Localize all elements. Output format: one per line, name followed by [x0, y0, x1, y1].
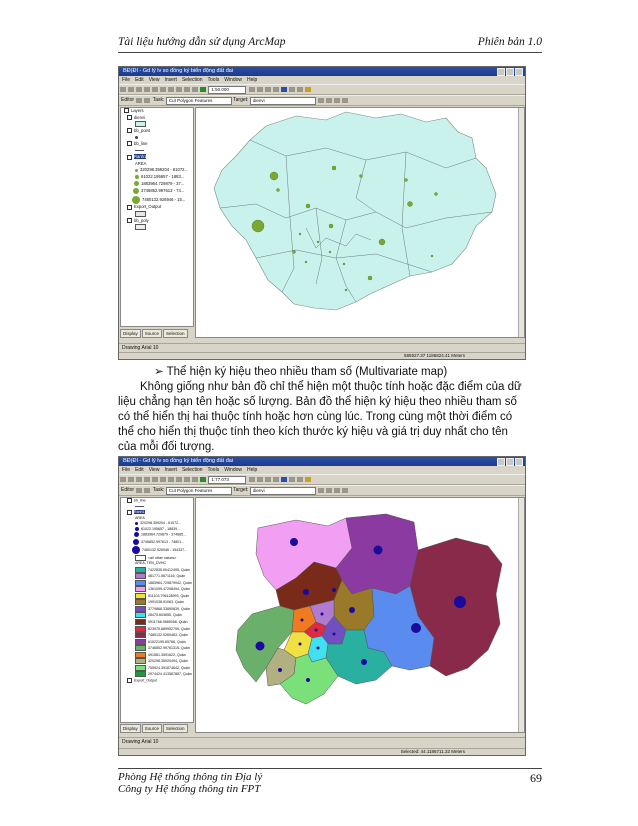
- paste-icon[interactable]: [168, 477, 174, 482]
- toc-value-label: 7422835.60412495, Quận: [148, 567, 190, 572]
- toc-class: 1883964.729879 - 37...: [121, 181, 193, 188]
- size-symbol: [252, 220, 264, 232]
- toc-value-label: 320298.35920494, Quận: [148, 659, 188, 664]
- arcmap-window-2: [118, 456, 526, 756]
- size-symbol: [349, 607, 355, 613]
- print-icon[interactable]: [144, 87, 150, 92]
- checkbox-icon[interactable]: [127, 205, 132, 210]
- menu-window[interactable]: Window: [224, 77, 243, 83]
- target-label: Target:: [233, 97, 249, 103]
- toc-layer[interactable]: bb_point: [121, 128, 193, 135]
- menu-help[interactable]: Help: [247, 467, 258, 473]
- tab-selection[interactable]: Selection: [163, 724, 188, 733]
- toc-layer[interactable]: bb_line: [121, 141, 193, 148]
- task-select[interactable]: Cut Polygon Features: [166, 487, 232, 495]
- size-symbol: [293, 251, 296, 254]
- size-symbol: [305, 261, 307, 263]
- size-symbol: [361, 659, 367, 665]
- undo-icon[interactable]: [184, 477, 190, 482]
- toc-layer[interactable]: dienvi: [121, 115, 193, 122]
- add-data-icon[interactable]: [200, 477, 206, 482]
- polygon-swatch-icon: [135, 658, 146, 664]
- menu-window[interactable]: Window: [224, 467, 243, 473]
- toc-value-label: 3746852.99761315, Quận: [148, 646, 190, 651]
- tab-display[interactable]: Display: [120, 724, 141, 733]
- editor-menu[interactable]: Editor: [121, 97, 135, 103]
- polygon-swatch-icon: [135, 567, 146, 573]
- size-symbol: [270, 172, 278, 180]
- toc-value-label: 61022195.65766, Quận: [148, 639, 186, 644]
- tab-display[interactable]: Display: [120, 329, 141, 338]
- polygon-swatch-icon: [135, 599, 146, 605]
- toc-class: 61022.195657 - 18839...: [121, 527, 193, 533]
- toc-class: 61022.195657 - 1883...: [121, 174, 193, 181]
- window-titlebar: [119, 67, 525, 76]
- polygon-swatch-icon: [135, 580, 146, 586]
- size-symbol: [333, 633, 336, 636]
- redo-icon[interactable]: [192, 477, 198, 482]
- toc-root[interactable]: Layers: [121, 108, 193, 115]
- rotate-icon[interactable]: [326, 488, 332, 493]
- attributes-icon[interactable]: [334, 488, 340, 493]
- toc-class: 3746852.997613 - 74...: [121, 187, 193, 195]
- polygon-swatch-icon: [135, 211, 146, 217]
- polygon-swatch-icon: [135, 639, 146, 645]
- editor-toolbar: [119, 95, 525, 106]
- window-title: BĐ(ĐI - Gd lý lv so đồng ký biển động đất đai: [123, 68, 234, 74]
- menu-tools[interactable]: Tools: [207, 77, 220, 83]
- window-titlebar: [119, 457, 525, 466]
- open-icon[interactable]: [128, 477, 134, 482]
- new-icon[interactable]: [120, 87, 126, 92]
- toc-class: 7480132.926946 - 15...: [121, 195, 193, 204]
- polygon-swatch-icon: [135, 652, 146, 658]
- menu-bar: [119, 76, 525, 84]
- maximize-icon[interactable]: [506, 458, 514, 466]
- menu-view[interactable]: View: [148, 467, 160, 473]
- cut-icon[interactable]: [152, 477, 158, 482]
- scale-select[interactable]: 1:77.073: [208, 476, 246, 484]
- line-symbol-icon: [135, 506, 144, 507]
- toc-swatch: [121, 224, 193, 231]
- sketch-props-icon[interactable]: [342, 98, 348, 103]
- checkbox-icon[interactable]: [127, 510, 132, 515]
- checkbox-icon[interactable]: [127, 115, 132, 120]
- size-symbol-icon: [134, 181, 139, 186]
- size-symbol: [321, 613, 324, 616]
- target-select[interactable]: dienvi: [250, 97, 316, 105]
- toc-value-label: 811103.796128993, Quận: [148, 593, 190, 598]
- size-symbol-icon: [132, 546, 140, 554]
- minimize-icon[interactable]: [497, 68, 505, 76]
- body-paragraph: Không giống như bản đồ chỉ thể hiện một thuộc tính hoặc đặc điểm của dữ liệu chẳng hạn tên hoặc số lượng. Bản đồ thể hiện ký hiệu theo nhiều tham số có thể hiển thị hai thuộc tính hoặc hơn cùng lúc. Trong cùng một thời điểm có thể cho hiển thị thuộc tính theo kích thước ký hiệu và giá trị duy nhất cho tên của mỗi đối tượng.: [118, 381, 522, 453]
- polygon-swatch-icon: [135, 619, 146, 625]
- rotate-icon[interactable]: [326, 98, 332, 103]
- toc-class: 7480132.926946 - 154337...: [121, 546, 193, 555]
- toc-layer[interactable]: bb_line: [121, 498, 193, 504]
- size-symbol: [343, 263, 345, 265]
- status-bar: [119, 748, 525, 755]
- size-symbol: [306, 204, 310, 208]
- toc-class: 320298.359204 - 61072...: [121, 521, 193, 527]
- status-coordinates: 585927.37 1186824.41 Meters: [404, 353, 465, 358]
- attributes-icon[interactable]: [334, 98, 340, 103]
- task-label: Task:: [152, 97, 165, 103]
- split-icon[interactable]: [318, 488, 324, 493]
- size-symbol: [317, 241, 319, 243]
- size-symbol: [290, 538, 298, 546]
- menu-selection[interactable]: Selection: [181, 467, 203, 473]
- size-symbol: [411, 623, 421, 633]
- size-symbol-icon: [135, 175, 139, 179]
- zoom-out-icon[interactable]: [257, 87, 263, 92]
- delete-icon[interactable]: [176, 477, 182, 482]
- zoom-out-icon[interactable]: [257, 477, 263, 482]
- page-number: 69: [530, 771, 542, 785]
- polygon-swatch-icon: [135, 632, 146, 638]
- paste-icon[interactable]: [168, 87, 174, 92]
- toc-tabs: [120, 329, 189, 336]
- task-select[interactable]: Cut Polygon Features: [166, 97, 232, 105]
- find-icon[interactable]: [289, 477, 295, 482]
- zoom-in-icon[interactable]: [249, 87, 255, 92]
- size-symbol: [277, 189, 280, 192]
- font-size-select[interactable]: 10: [152, 345, 159, 351]
- page-footer: [118, 768, 542, 795]
- size-symbol: [435, 193, 438, 196]
- size-symbol: [405, 179, 408, 182]
- delete-icon[interactable]: [176, 87, 182, 92]
- window-controls[interactable]: [496, 458, 523, 466]
- toc-swatch: [121, 134, 193, 141]
- size-symbol: [306, 678, 310, 682]
- hyperlink-icon[interactable]: [305, 87, 311, 92]
- target-label: Target:: [233, 487, 249, 493]
- polygon-swatch-icon: [135, 593, 146, 599]
- drawing-menu[interactable]: Drawing: [122, 739, 141, 745]
- toc-value-label: 1361099.47298494, Quận: [148, 587, 190, 592]
- line-symbol-icon: [135, 150, 144, 151]
- size-symbol: [256, 642, 265, 651]
- sketch-tool-icon[interactable]: [144, 488, 150, 493]
- size-symbol: [278, 668, 282, 672]
- toc-value-label: 481771.5671116, Quận: [148, 574, 186, 579]
- toc-layer[interactable]: Export_Output: [121, 678, 193, 684]
- toc-value-label: 3779868.33890639, Quận: [148, 606, 190, 611]
- editor-toolbar: [119, 485, 525, 496]
- undo-icon[interactable]: [184, 87, 190, 92]
- header-version: Phiên bản 1.0: [477, 36, 542, 48]
- vertical-scrollbar[interactable]: [518, 108, 524, 337]
- polygon-swatch-icon: [135, 645, 146, 651]
- full-extent-icon[interactable]: [273, 477, 279, 482]
- size-symbol: [454, 596, 466, 608]
- toc-value-label: 755924.391874642, Quận: [148, 665, 190, 670]
- polygon-swatch-icon: [135, 573, 146, 579]
- layers-icon: [124, 108, 129, 113]
- size-symbol-icon: [133, 539, 139, 545]
- polygon-swatch-icon: [135, 555, 146, 561]
- tab-source[interactable]: Source: [142, 724, 162, 733]
- checkbox-icon[interactable]: [127, 498, 132, 503]
- toc-swatch: [121, 148, 193, 155]
- pan-icon[interactable]: [265, 477, 271, 482]
- size-symbol: [332, 166, 336, 170]
- toc-class: 320298.359204 - 61072...: [121, 167, 193, 174]
- menu-help[interactable]: Help: [247, 77, 258, 83]
- header-title: Tài liệu hướng dẫn sử dụng ArcMap: [118, 36, 286, 48]
- toc-tabs: [120, 724, 189, 731]
- zoom-in-icon[interactable]: [249, 477, 255, 482]
- toc-value-label: 5911768.9685058, Quận: [148, 619, 188, 624]
- toc-field: AREA: [135, 160, 147, 166]
- font-select[interactable]: Arial: [141, 345, 152, 351]
- tab-selection[interactable]: Selection: [163, 329, 188, 338]
- toc-value-label: 623975.889952759, Quận: [148, 626, 190, 631]
- hyperlink-icon[interactable]: [305, 477, 311, 482]
- menu-insert[interactable]: Insert: [164, 77, 177, 83]
- polygon-swatch-icon: [135, 606, 146, 612]
- checkbox-icon[interactable]: [127, 218, 132, 223]
- toc-layer[interactable]: Export_Output: [121, 204, 193, 211]
- toc-swatch: [121, 121, 193, 128]
- toc-field: AREA: [135, 515, 145, 520]
- drawing-menu[interactable]: Drawing: [122, 345, 141, 351]
- size-symbol-icon: [133, 188, 139, 194]
- map-view[interactable]: [195, 107, 525, 338]
- toc-layer[interactable]: Ranh1: [121, 154, 193, 161]
- toc-value-label: 1991038.91063, Quận: [148, 600, 184, 605]
- pan-icon[interactable]: [265, 87, 271, 92]
- table-of-contents: [120, 107, 194, 327]
- open-icon[interactable]: [128, 87, 134, 92]
- checkbox-icon[interactable]: [127, 155, 132, 160]
- window-controls[interactable]: [496, 68, 523, 76]
- polygon-swatch-icon: [135, 665, 146, 671]
- status-bar: [119, 352, 525, 359]
- standard-toolbar: [119, 84, 525, 95]
- size-symbol: [374, 546, 383, 555]
- size-symbol-icon: [135, 527, 139, 531]
- checkbox-icon[interactable]: [127, 141, 132, 146]
- size-symbol: [299, 233, 301, 235]
- status-coordinates: Selected: 44.1186711.32 Meters: [400, 749, 465, 754]
- size-symbol: [379, 239, 385, 245]
- vertical-scrollbar[interactable]: [518, 498, 524, 732]
- arcmap-window-1: [118, 66, 526, 360]
- polygon-swatch-icon: [135, 121, 146, 127]
- identify-icon[interactable]: [281, 477, 287, 482]
- minimize-icon[interactable]: [497, 458, 505, 466]
- polygon-swatch-icon: [135, 224, 146, 230]
- font-size-select[interactable]: 10: [152, 739, 159, 745]
- footer-company: Công ty Hệ thống thông tin FPT: [118, 783, 261, 795]
- toc-value-label: 491581.3591622, Quận: [148, 652, 186, 657]
- drawing-toolbar: [119, 737, 525, 747]
- toc-value-label: 28475.603655, Quận: [148, 613, 182, 618]
- full-extent-icon[interactable]: [273, 87, 279, 92]
- copy-icon[interactable]: [160, 477, 166, 482]
- close-icon[interactable]: [515, 458, 523, 466]
- menu-edit[interactable]: Edit: [135, 77, 144, 83]
- size-symbol: [360, 175, 363, 178]
- map-view[interactable]: [195, 497, 525, 733]
- menu-bar: [119, 466, 525, 474]
- editor-menu[interactable]: Editor: [121, 487, 135, 493]
- standard-toolbar: [119, 474, 525, 485]
- toc-class: 1883964.729879 - 374685...: [121, 532, 193, 538]
- district-region: [214, 112, 496, 310]
- section-caption: ➢ Thể hiện ký hiệu theo nhiều tham số (Multivariate map): [154, 366, 448, 378]
- toc-swatch: [121, 211, 193, 218]
- size-symbol: [329, 251, 331, 253]
- toc-layer[interactable]: Ranh1: [121, 510, 193, 516]
- size-symbol: [317, 647, 320, 650]
- edit-tool-icon[interactable]: [136, 488, 142, 493]
- toc-class: 3746852.997613 - 74801...: [121, 539, 193, 546]
- maximize-icon[interactable]: [506, 68, 514, 76]
- map-canvas: [196, 498, 518, 732]
- menu-edit[interactable]: Edit: [135, 467, 144, 473]
- table-of-contents: [120, 497, 194, 723]
- toc-value-label: 7480132.9269463, Quận: [148, 633, 188, 638]
- save-icon[interactable]: [136, 87, 142, 92]
- sketch-tool-icon[interactable]: [144, 98, 150, 103]
- menu-view[interactable]: View: [148, 77, 160, 83]
- copy-icon[interactable]: [160, 87, 166, 92]
- size-symbol: [431, 255, 433, 257]
- menu-selection[interactable]: Selection: [181, 77, 203, 83]
- new-icon[interactable]: [120, 477, 126, 482]
- size-symbol-icon: [132, 196, 140, 204]
- split-icon[interactable]: [318, 98, 324, 103]
- redo-icon[interactable]: [192, 87, 198, 92]
- toc-value-list: [121, 567, 193, 678]
- size-symbol: [345, 289, 347, 291]
- menu-file[interactable]: File: [122, 77, 131, 83]
- menu-file[interactable]: File: [122, 467, 131, 473]
- task-label: Task:: [152, 487, 165, 493]
- polygon-swatch-icon: [135, 586, 146, 592]
- close-icon[interactable]: [515, 68, 523, 76]
- size-symbol-icon: [135, 169, 138, 172]
- size-symbol-icon: [134, 532, 139, 537]
- toc-layer[interactable]: bb_poly: [121, 218, 193, 225]
- measure-icon[interactable]: [297, 477, 303, 482]
- point-symbol-icon: [135, 136, 138, 139]
- size-symbol-icon: [135, 522, 138, 525]
- tab-source[interactable]: Source: [142, 329, 162, 338]
- footer-department: Phòng Hệ thống thông tin Địa lý: [118, 771, 263, 783]
- sketch-props-icon[interactable]: [342, 488, 348, 493]
- checkbox-icon[interactable]: [127, 678, 132, 683]
- size-symbol: [301, 619, 304, 622]
- toc-field: AREA, TEN_DVHC: [135, 561, 167, 566]
- cut-icon[interactable]: [152, 87, 158, 92]
- menu-tools[interactable]: Tools: [207, 467, 220, 473]
- identify-icon[interactable]: [281, 87, 287, 92]
- menu-insert[interactable]: Insert: [164, 467, 177, 473]
- polygon-swatch-icon: [135, 612, 146, 618]
- checkbox-icon[interactable]: [127, 128, 132, 133]
- print-icon[interactable]: [144, 477, 150, 482]
- measure-icon[interactable]: [297, 87, 303, 92]
- polygon-swatch-icon: [135, 626, 146, 632]
- size-symbol: [299, 643, 302, 646]
- size-symbol: [303, 589, 309, 595]
- toc-value-label: 1883964.729879942, Quận: [148, 580, 192, 585]
- toc-value-label: 2974424.413587887, Quận: [148, 672, 192, 677]
- page-header: [118, 36, 542, 53]
- polygon-swatch-icon: [135, 671, 146, 677]
- size-symbol: [315, 629, 318, 632]
- target-select[interactable]: dienvi: [250, 487, 316, 495]
- window-title: BĐ(ĐI - Gd lý lv so đồng ký biển động đất đai: [123, 458, 234, 464]
- scale-select[interactable]: 1:50.000: [208, 86, 246, 94]
- font-select[interactable]: Arial: [141, 739, 152, 745]
- size-symbol: [368, 276, 372, 280]
- save-icon[interactable]: [136, 477, 142, 482]
- map-canvas: [196, 108, 518, 337]
- toc-class: <all other values>: [121, 555, 193, 562]
- size-symbol: [329, 224, 333, 228]
- add-data-icon[interactable]: [200, 87, 206, 92]
- find-icon[interactable]: [289, 87, 295, 92]
- edit-tool-icon[interactable]: [136, 98, 142, 103]
- size-symbol: [408, 202, 413, 207]
- size-symbol: [332, 588, 336, 592]
